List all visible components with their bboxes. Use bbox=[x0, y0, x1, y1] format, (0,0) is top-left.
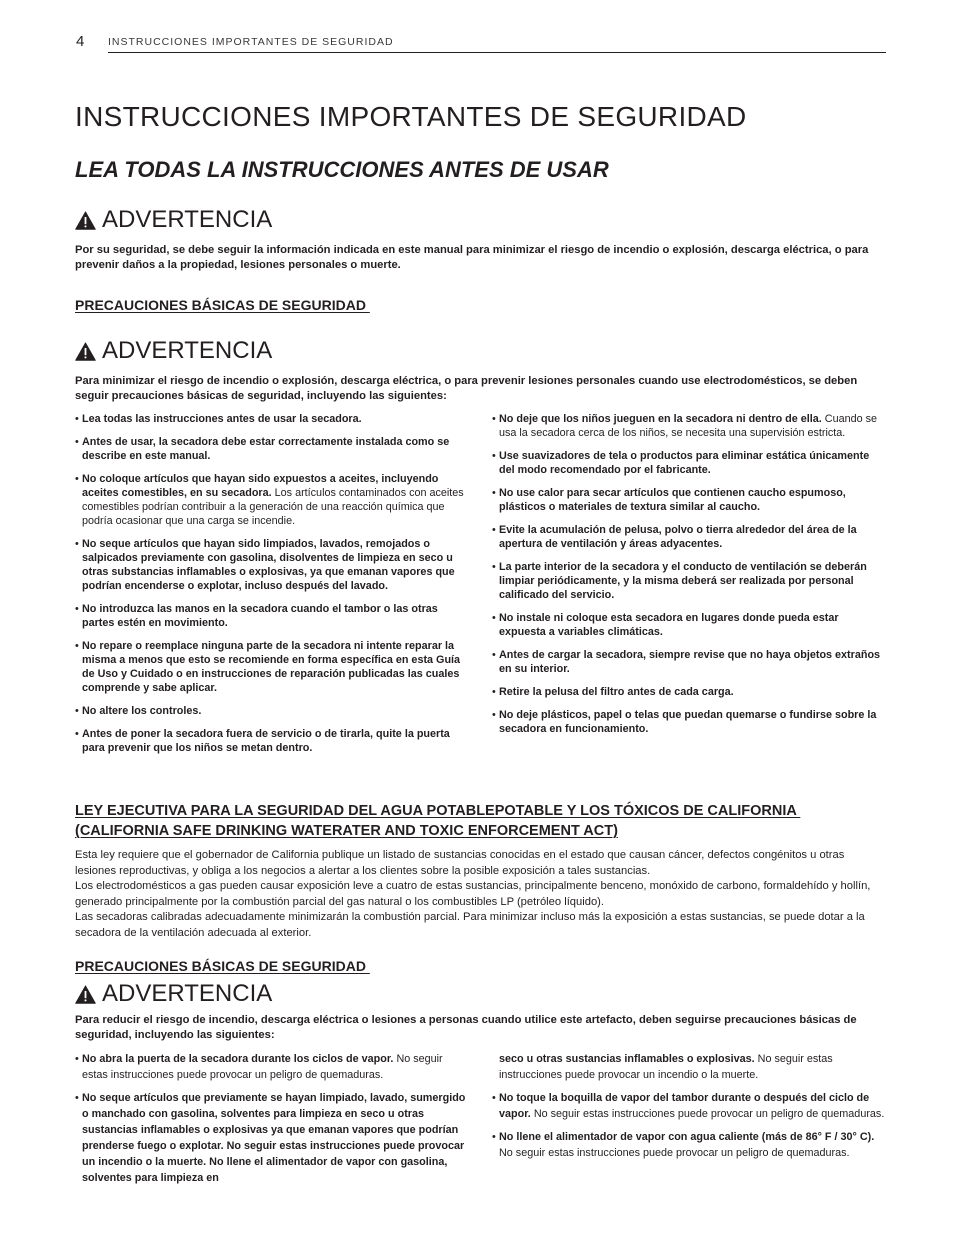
warning-intro: Para reducir el riesgo de incendio, descarga eléctrica o lesiones a personas cuando utilice este artefacto, deben seguirse precauciones básicas de seguridad, incluyendo las siguientes: bbox=[75, 1014, 857, 1041]
list-item bbox=[492, 486, 886, 514]
item-text: Cuando se usa la secadora cerca de los niños, se necesita una supervisión estricta. bbox=[499, 413, 878, 439]
warning-heading bbox=[75, 337, 272, 365]
precautions-list-right bbox=[492, 412, 886, 745]
paragraph: Los electrodomésticos a gas pueden causar exposición leve a cuatro de estas sustancias, principalmente benceno, monóxido de carbono, formaldehído y hollín, generado principalmente por la combustión parcial del gas natural o los combustibles LP (petróleo líquido). bbox=[75, 880, 871, 908]
steam-precautions-list-left bbox=[75, 1051, 471, 1193]
list-item bbox=[492, 412, 886, 440]
warning-triangle-icon bbox=[75, 211, 96, 230]
list-item bbox=[492, 611, 886, 639]
item-bold-text: No deje plásticos, papel o telas que puedan quemarse o fundirse sobre la secadora en funcionamiento. bbox=[499, 709, 877, 735]
list-item bbox=[492, 560, 886, 602]
list-item bbox=[75, 1090, 471, 1186]
item-bold-text: No repare o reemplace ninguna parte de la secadora ni intente reparar la misma a menos que esto se recomiende en forma específica en esta Guía de Uso y Cuidado o en instrucciones de reparación publicadas las cuales comprende y sabe aplicar. bbox=[82, 640, 461, 694]
california-heading-line: (CALIFORNIA SAFE DRINKING WATERATER AND TOXIC ENFORCEMENT ACT) bbox=[75, 823, 618, 839]
page-title: INSTRUCCIONES IMPORTANTES DE SEGURIDAD bbox=[75, 101, 747, 132]
list-item bbox=[492, 648, 886, 676]
list-item bbox=[492, 708, 886, 736]
item-bold-text: No llene el alimentador de vapor con agua caliente (más de 86° F / 30° C). bbox=[499, 1131, 875, 1143]
page-number: 4 bbox=[76, 33, 85, 50]
item-bold-text: No introduzca las manos en la secadora cuando el tambor o las otras partes estén en movimiento. bbox=[82, 603, 438, 629]
warning-triangle-icon bbox=[75, 985, 96, 1004]
list-item bbox=[75, 412, 471, 426]
item-bold-text: Antes de poner la secadora fuera de servicio o de tirarla, quite la puerta para prevenir que los niños se metan dentro. bbox=[82, 728, 450, 754]
list-item bbox=[75, 472, 471, 528]
list-item bbox=[75, 435, 471, 463]
item-bold-text: Use suavizadores de tela o productos para eliminar estática únicamente del modo recomendado por el fabricante. bbox=[499, 450, 870, 476]
item-text: Los artículos contaminados con aceites comestibles podrían contribuir a la generación de una reacción química que podría ocasionar que una carga se incendie. bbox=[82, 487, 464, 527]
item-bold-text: Antes de cargar la secadora, siempre revise que no haya objetos extraños en su interior. bbox=[499, 649, 881, 675]
item-text: No seguir estas instrucciones puede provocar un peligro de quemaduras. bbox=[499, 1147, 850, 1159]
item-bold-text: No abra la puerta de la secadora durante los ciclos de vapor. bbox=[82, 1053, 394, 1065]
item-bold-text: No coloque artículos que hayan sido expuestos a aceites, incluyendo aceites comestibles, en su secadora. bbox=[82, 473, 439, 499]
list-item bbox=[492, 1090, 886, 1122]
running-header-title: INSTRUCCIONES IMPORTANTES DE SEGURIDAD bbox=[108, 36, 394, 48]
item-bold-text: Evite la acumulación de pelusa, polvo o tierra alrededor del área de la apertura de ventilación y áreas adyacentes. bbox=[499, 524, 857, 550]
item-bold-text: Lea todas las instrucciones antes de usar la secadora. bbox=[82, 413, 362, 425]
list-item bbox=[492, 1129, 886, 1161]
list-item bbox=[75, 537, 471, 593]
item-bold-text: No altere los controles. bbox=[82, 705, 202, 717]
list-item bbox=[75, 639, 471, 695]
paragraph: Las secadoras calibradas adecuadamente minimizarán la combustión parcial. Para minimizar incluso más la exposición a estas sustancias, se puede dotar a la secadora de la ventilación adecuada al exterior. bbox=[75, 911, 865, 939]
steam-precautions-list-right bbox=[492, 1051, 886, 1168]
california-heading-line: LEY EJECUTIVA PARA LA SEGURIDAD DEL AGUA POTABLEPOTABLE Y LOS TÓXICOS DE CALIFORNIA bbox=[75, 803, 801, 819]
list-item bbox=[492, 449, 886, 477]
warning-intro: Para minimizar el riesgo de incendio o explosión, descarga eléctrica, o para prevenir lesiones personales cuando use electrodomésticos, se deben seguir precauciones básicas de seguridad, incluyendo las siguientes: bbox=[75, 375, 858, 402]
item-text: No seguir estas instrucciones puede provocar un incendio o la muerte. bbox=[499, 1053, 833, 1081]
item-bold-text: No toque la boquilla de vapor del tambor durante o después del ciclo de vapor. bbox=[499, 1092, 870, 1120]
section-heading-basic-precautions: PRECAUCIONES BÁSICAS DE SEGURIDAD bbox=[75, 297, 370, 313]
warning-label: ADVERTENCIA bbox=[102, 337, 273, 364]
item-text: No seguir estas instrucciones puede provocar un peligro de quemaduras. bbox=[82, 1053, 443, 1081]
california-act-body bbox=[75, 848, 886, 941]
paragraph: Esta ley requiere que el gobernador de California publique un listado de sustancias conocidas en el estado que causan cáncer, defectos congénitos u otras lesiones reproductivas, y obliga a los negocios a alertar a los clientes sobre la posible exposición a tales sustancias. bbox=[75, 849, 845, 877]
item-bold-text: No seque artículos que previamente se hayan limpiado, lavado, sumergido o manchado con gasolina, solventes para limpieza en seco u otras sustancias inflamables o explosivas ya que emanan vapores que podrían prenderse fuego o explotar. No seguir estas instrucciones puede provocar un incendio o la muerte. No llene el alimentador de vapor con gasolina, solventes para limpieza en bbox=[82, 1092, 466, 1184]
item-bold-text: Antes de usar, la secadora debe estar correctamente instalada como se describe en este manual. bbox=[82, 436, 450, 462]
warning-heading bbox=[75, 980, 272, 1008]
item-bold-text: La parte interior de la secadora y el conducto de ventilación se deberán limpiar periódicamente, y la misma deberá ser realizada por personal calificado del servicio. bbox=[499, 561, 867, 601]
section-heading-basic-precautions: PRECAUCIONES BÁSICAS DE SEGURIDAD bbox=[75, 958, 370, 974]
precautions-list-left bbox=[75, 412, 471, 764]
list-item bbox=[75, 727, 471, 755]
warning-text: Por su seguridad, se debe seguir la información indicada en este manual para minimizar el riesgo de incendio o explosión, descarga eléctrica, o para prevenir daños a la propiedad, lesiones personales o muerte. bbox=[75, 244, 869, 271]
warning-label: ADVERTENCIA bbox=[102, 206, 273, 233]
item-bold-text: seco u otras sustancias inflamables o explosivas. bbox=[499, 1053, 755, 1065]
item-bold-text: No instale ni coloque esta secadora en lugares donde pueda estar expuesta a variables climáticas. bbox=[499, 612, 839, 638]
list-item bbox=[75, 602, 471, 630]
warning-heading bbox=[75, 206, 272, 234]
item-bold-text: No seque artículos que hayan sido limpiados, lavados, remojados o salpicados previamente con gasolina, disolventes de limpieza en seco u otras substancias inflamables o explosivas, ya que emanan vapores que podrían encenderse o explotar, incluso después del lavado. bbox=[82, 538, 455, 592]
list-item bbox=[75, 1051, 471, 1083]
warning-label: ADVERTENCIA bbox=[102, 980, 273, 1007]
list-item bbox=[75, 704, 471, 718]
header-rule bbox=[108, 52, 886, 53]
item-text: No seguir estas instrucciones puede provocar un peligro de quemaduras. bbox=[533, 1108, 885, 1120]
warning-triangle-icon bbox=[75, 342, 96, 361]
california-act-heading bbox=[75, 801, 800, 841]
list-item bbox=[492, 685, 886, 699]
item-bold-text: Retire la pelusa del filtro antes de cada carga. bbox=[499, 686, 734, 698]
page-subtitle: LEA TODAS LA INSTRUCCIONES ANTES DE USAR bbox=[75, 157, 609, 182]
list-item bbox=[492, 523, 886, 551]
item-bold-text: No use calor para secar artículos que contienen caucho espumoso, plásticos o materiales de textura similar al caucho. bbox=[499, 487, 846, 513]
list-item-continuation bbox=[492, 1051, 886, 1083]
item-bold-text: No deje que los niños jueguen en la secadora ni dentro de ella. bbox=[499, 413, 822, 425]
